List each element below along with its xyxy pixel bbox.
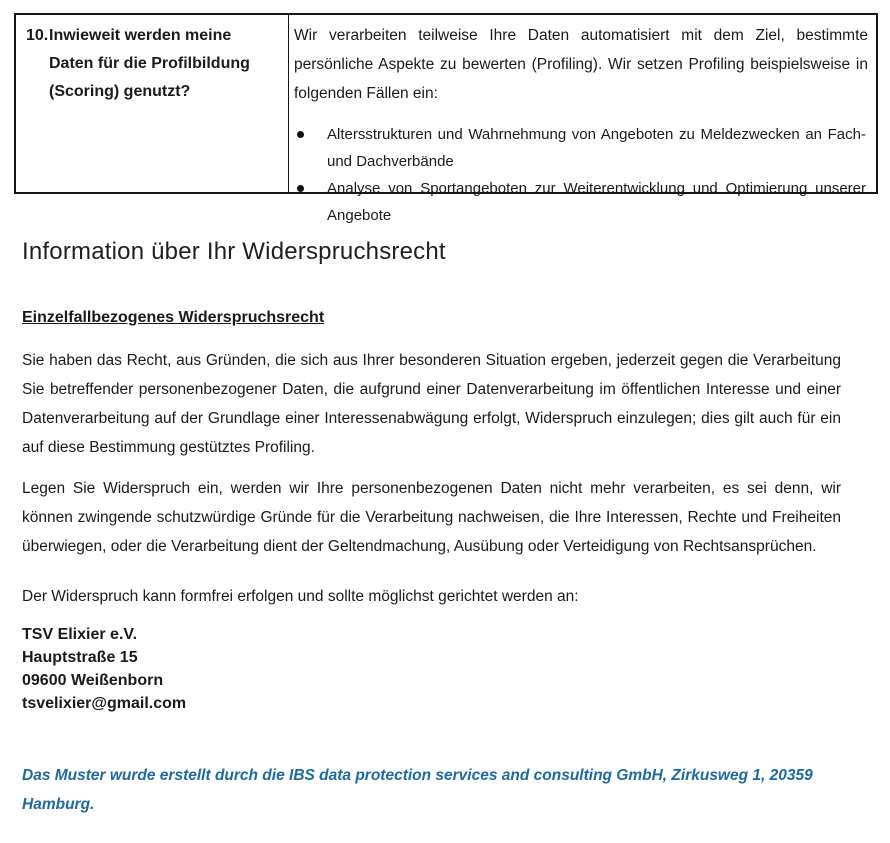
- subsection-heading: Einzelfallbezogenes Widerspruchsrecht: [22, 309, 325, 326]
- document-page: [0, 13, 890, 843]
- paragraph-objection-form: Der Widerspruch kann formfrei erfolgen und sollte möglichst gerichtet werden an:: [22, 588, 579, 605]
- footer-note: Das Muster wurde erstellt durch die IBS data protection services and consulting GmbH, Zirkusweg 1, 20359 Hamburg.: [22, 767, 813, 813]
- bullet-dot-icon: [297, 185, 304, 192]
- bullet-item: [294, 175, 868, 229]
- bullet-list: [294, 121, 868, 229]
- bullet-item: [294, 121, 868, 175]
- paragraph-processing-stop: Legen Sie Widerspruch ein, werden wir Ihre personenbezogenen Daten nicht mehr verarbeiten, es sei denn, wir können zwingende schutzwürdige Gründe für die Verarbeitung nachweisen, die Ihre Interessen, Rechte und Freiheiten überwiegen, oder die Verarbeitung dient der Geltendmachung, Ausübung oder Verteidigung von Rechtsansprüchen.: [22, 480, 841, 555]
- recipient-name: TSV Elixier e.V.: [22, 626, 138, 643]
- recipient-city: 09600 Weißenborn: [22, 672, 164, 689]
- question-row: [26, 22, 278, 106]
- bullet-text: Altersstrukturen und Wahrnehmung von Angeboten zu Meldezwecken an Fach- und Dachverbände: [327, 126, 866, 170]
- answer-intro: Wir verarbeiten teilweise Ihre Daten automatisiert mit dem Ziel, bestimmte persönliche Aspekte zu bewerten (Profiling). Wir setzen Profiling beispielsweise in folgenden Fällen ein:: [294, 27, 868, 102]
- question-text: Inwieweit werden meine Daten für die Profilbildung (Scoring) genutzt?: [49, 27, 250, 100]
- question-number: 10.: [26, 27, 49, 44]
- section-heading: Information über Ihr Widerspruchsrecht: [22, 238, 446, 265]
- paragraph-objection-right: Sie haben das Recht, aus Gründen, die sich aus Ihrer besonderen Situation ergeben, jederzeit gegen die Verarbeitung Sie betreffender personenbezogener Daten, die aufgrund einer Datenverarbeitung im öffentlichen Interesse und einer Datenverarbeitung auf der Grundlage einer Interessenabwägung erfolgt, Widerspruch einzulegen; dies gilt auch für ein auf diese Bestimmung gestütztes Profiling.: [22, 352, 841, 456]
- bullet-dot-icon: [297, 131, 304, 138]
- question-cell: [16, 15, 289, 192]
- qa-table: [14, 13, 878, 224]
- answer-cell: [289, 15, 876, 224]
- recipient-email: tsvelixier@gmail.com: [22, 695, 187, 712]
- recipient-street: Hauptstraße 15: [22, 649, 138, 666]
- bullet-text: Analyse von Sportangeboten zur Weiterentwicklung und Optimierung unserer Angebote: [327, 180, 866, 224]
- recipient-block: [22, 623, 841, 715]
